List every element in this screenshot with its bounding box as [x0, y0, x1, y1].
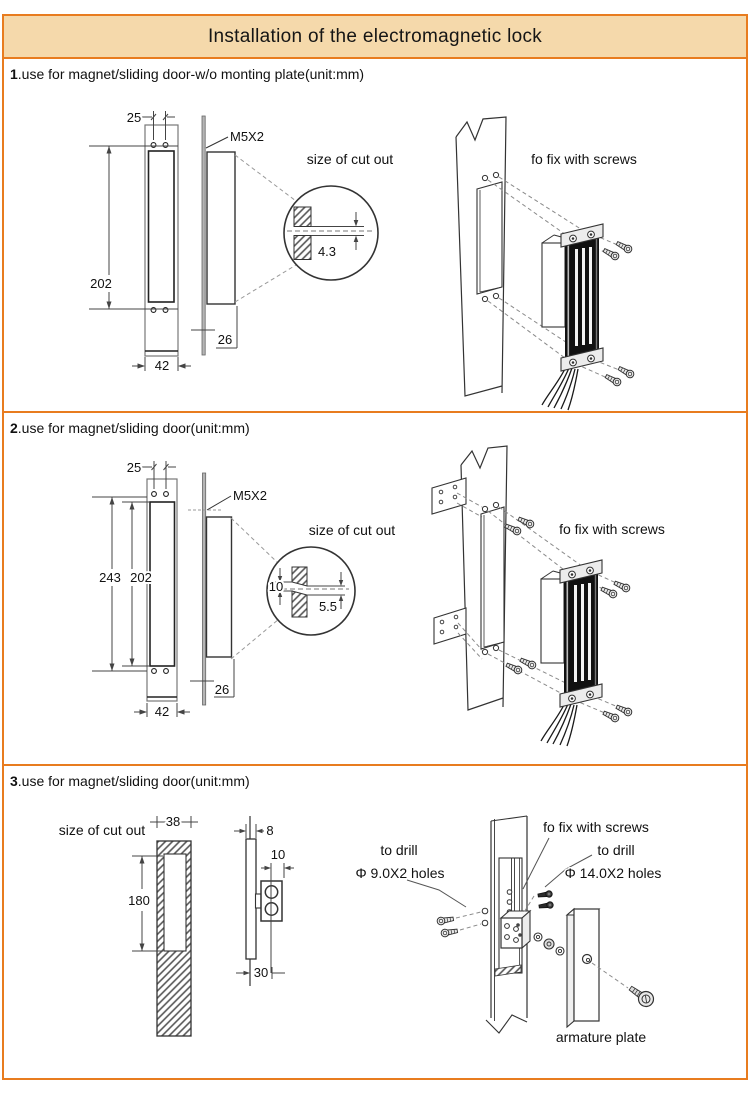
side-view — [191, 116, 237, 355]
cutout-caption: size of cut out — [306, 151, 394, 167]
fix-caption: fo fix with screws — [543, 819, 649, 835]
fix-caption: fo fix with screws — [559, 521, 665, 537]
section-1 — [4, 59, 746, 411]
section-2 — [4, 411, 746, 764]
dim-202: 202 — [90, 276, 112, 291]
projection-lines — [456, 896, 628, 988]
dim-10: 10 — [270, 847, 286, 862]
dim-42: 42 — [154, 704, 170, 719]
front-view-plate — [145, 125, 178, 356]
dim-10: 10 — [268, 579, 284, 594]
dim-25: 25 — [126, 110, 142, 125]
thread-label: M5X2 — [233, 488, 267, 503]
section-3-heading — [10, 773, 250, 789]
bracket-3d — [501, 911, 564, 955]
section-1-number: 1 — [10, 66, 18, 82]
page-title: Installation of the electromagnetic lock — [207, 25, 543, 47]
fastener-screws — [437, 890, 657, 1009]
dim-180: 180 — [128, 893, 150, 908]
drill-big-caption: to drill — [597, 842, 635, 858]
front-view-plate — [147, 479, 177, 701]
thread-label: M5X2 — [230, 129, 264, 144]
dim-5-5: 5.5 — [318, 599, 338, 614]
section-2-title: .use for magnet/sliding door(unit:mm) — [17, 420, 250, 436]
dim-202: 202 — [130, 570, 152, 585]
dim-30: 30 — [253, 965, 269, 980]
dim-42: 42 — [154, 358, 170, 373]
mounting-plates — [432, 478, 466, 644]
side-view — [188, 473, 234, 705]
cutout-caption: size of cut out — [308, 522, 396, 538]
door-post-3d — [456, 117, 506, 396]
armature-plate-3d — [567, 909, 599, 1027]
section-3-drawing — [4, 766, 746, 1078]
drill-small-size: Φ 9.0X2 holes — [355, 865, 445, 881]
dim-8: 8 — [266, 823, 274, 838]
section-1-heading — [10, 66, 364, 82]
section-2-number: 2 — [10, 420, 18, 436]
cutout-caption: size of cut out — [58, 822, 146, 838]
dim-26: 26 — [214, 682, 230, 697]
dim-38: 38 — [165, 814, 181, 829]
section-1-drawing — [4, 59, 746, 411]
document-frame — [2, 14, 748, 1080]
section-1-title: .use for magnet/sliding door-w/o monting plate(unit:mm) — [17, 66, 365, 82]
front-view-cutout — [157, 841, 191, 1036]
armature-caption: armature plate — [555, 1029, 647, 1045]
hex-bolt — [626, 982, 656, 1009]
section-3 — [4, 764, 746, 1078]
section-3-number: 3 — [10, 773, 18, 789]
drill-big-size: Φ 14.0X2 holes — [564, 865, 662, 881]
section-3-title: .use for magnet/sliding door(unit:mm) — [17, 773, 250, 789]
content-box — [2, 59, 748, 1080]
maglock-body — [541, 560, 602, 746]
dim-26: 26 — [217, 332, 233, 347]
page — [0, 14, 750, 1105]
dim-4-3: 4.3 — [317, 244, 337, 259]
cutout-detail — [284, 186, 378, 280]
lock-wires — [541, 703, 577, 746]
fix-caption: fo fix with screws — [531, 151, 637, 167]
page-header — [2, 14, 748, 59]
door-post-3d — [461, 446, 507, 710]
dim-25: 25 — [126, 460, 142, 475]
section-2-heading — [10, 420, 250, 436]
lock-wires — [542, 367, 578, 410]
drill-small-caption: to drill — [380, 842, 418, 858]
dim-243: 243 — [99, 570, 121, 585]
side-view-bracket — [246, 816, 282, 986]
section-2-drawing — [4, 413, 746, 762]
maglock-body — [542, 224, 603, 410]
